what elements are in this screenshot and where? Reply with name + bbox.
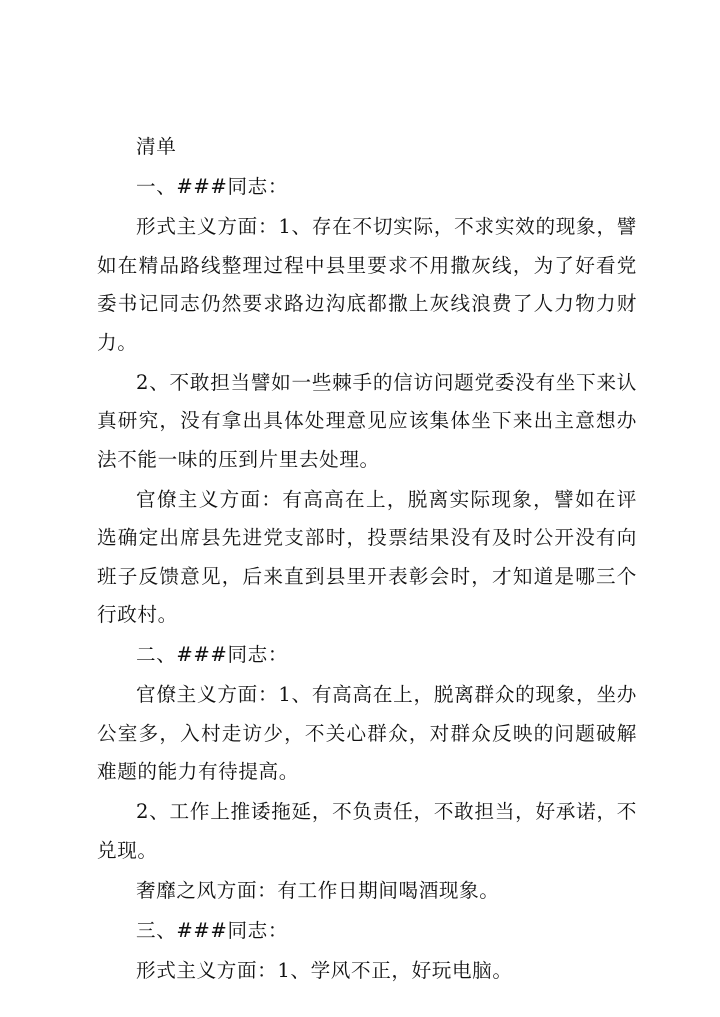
- paragraph: 2、不敢担当譬如一些棘手的信访问题党委没有坐下来认真研究，没有拿出具体处理意见应该集体坐下来出主意想办法不能一味的压到片里去处理。: [97, 370, 637, 471]
- section-heading-3: 三、###同志：: [136, 918, 289, 942]
- paragraph: 官僚主义方面：1、有高高在上，脱离群众的现象，坐办公室多，入村走访少，不关心群众，对群众反映的问题破解难题的能力有待提高。: [97, 683, 637, 783]
- paragraph: 形式主义方面：1、学风不正，好玩电脑。: [136, 958, 513, 982]
- document-body: [97, 128, 637, 990]
- section-heading-1: 一、###同志：: [136, 175, 289, 198]
- document-title: 清单: [136, 135, 177, 158]
- paragraph: 官僚主义方面：有高高在上，脱离实际现象，譬如在评选确定出席县先进党支部时，投票结果没有及时公开没有向班子反馈意见，后来直到县里开表彰会时，才知道是哪三个行政村。: [97, 487, 637, 626]
- paragraph: 形式主义方面：1、存在不切实际，不求实效的现象，譬如在精品路线整理过程中县里要求不用撒灰线，为了好看党委书记同志仍然要求路边沟底都撒上灰线浪费了人力物力财力。: [97, 215, 637, 354]
- paragraph: 2、工作上推诿拖延，不负责任，不敢担当，好承诺，不兑现。: [97, 800, 637, 862]
- section-heading-2: 二、###同志：: [136, 643, 289, 666]
- paragraph: 奢靡之风方面：有工作日期间喝酒现象。: [136, 878, 500, 902]
